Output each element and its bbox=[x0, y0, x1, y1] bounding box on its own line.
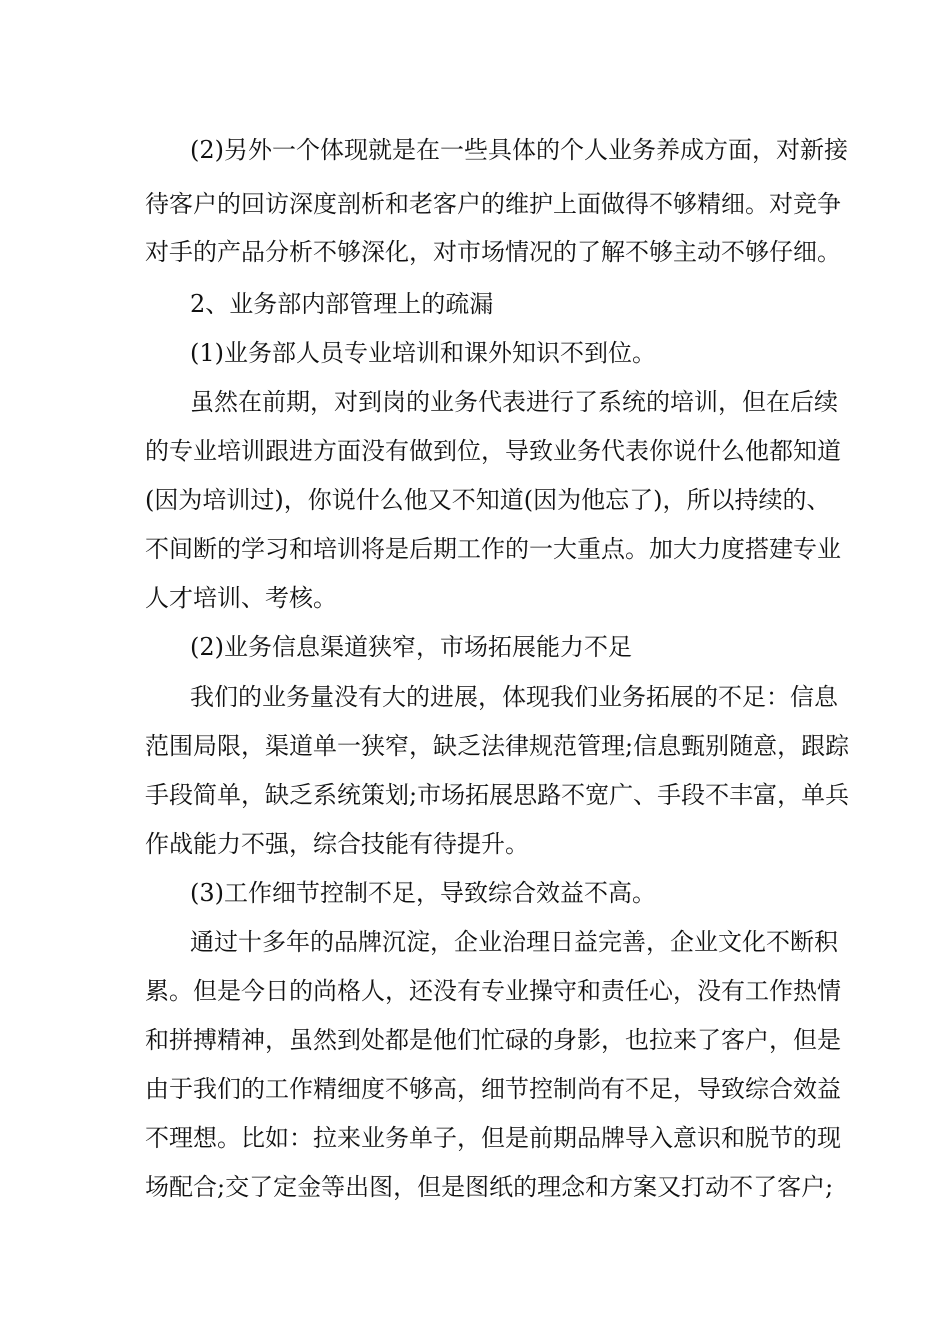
text-line: 手段简单，缺乏系统策划;市场拓展思路不宽广、手段不丰富，单兵 bbox=[145, 781, 850, 809]
text-line: 范围局限，渠道单一狭窄，缺乏法律规范管理;信息甄别随意，跟踪 bbox=[145, 732, 850, 760]
subheading: (3)工作细节控制不足，导致综合效益不高。 bbox=[190, 879, 656, 907]
text-line: 累。但是今日的尚格人，还没有专业操守和责任心，没有工作热情 bbox=[145, 977, 841, 1005]
text-line: 作战能力不强，综合技能有待提升。 bbox=[145, 830, 529, 858]
text-line: 人才培训、考核。 bbox=[145, 584, 337, 612]
text-line: 对手的产品分析不够深化，对市场情况的了解不够主动不够仔细。 bbox=[145, 238, 841, 266]
text-line: (因为培训过)，你说什么他又不知道(因为他忘了)，所以持续的、 bbox=[145, 486, 831, 514]
text-line: 和拼搏精神，虽然到处都是他们忙碌的身影，也拉来了客户，但是 bbox=[145, 1026, 841, 1054]
text-line: 不理想。比如：拉来业务单子，但是前期品牌导入意识和脱节的现 bbox=[145, 1124, 841, 1152]
text-line: (2)另外一个体现就是在一些具体的个人业务养成方面，对新接 bbox=[190, 136, 848, 164]
text-line: 场配合;交了定金等出图，但是图纸的理念和方案又打动不了客户; bbox=[145, 1173, 834, 1201]
text-line: 通过十多年的品牌沉淀，企业治理日益完善，企业文化不断积 bbox=[190, 928, 838, 956]
text-line: 由于我们的工作精细度不够高，细节控制尚有不足，导致综合效益 bbox=[145, 1075, 841, 1103]
text-line: 不间断的学习和培训将是后期工作的一大重点。加大力度搭建专业 bbox=[145, 535, 841, 563]
subheading: (1)业务部人员专业培训和课外知识不到位。 bbox=[190, 339, 656, 367]
text-line: 我们的业务量没有大的进展，体现我们业务拓展的不足：信息 bbox=[190, 683, 838, 711]
section-heading: 2、业务部内部管理上的疏漏 bbox=[190, 290, 494, 318]
subheading: (2)业务信息渠道狭窄，市场拓展能力不足 bbox=[190, 633, 632, 661]
text-line: 的专业培训跟进方面没有做到位，导致业务代表你说什么他都知道 bbox=[145, 437, 841, 465]
text-line: 待客户的回访深度剖析和老客户的维护上面做得不够精细。对竞争 bbox=[145, 190, 841, 218]
text-line: 虽然在前期，对到岗的业务代表进行了系统的培训，但在后续 bbox=[190, 388, 838, 416]
